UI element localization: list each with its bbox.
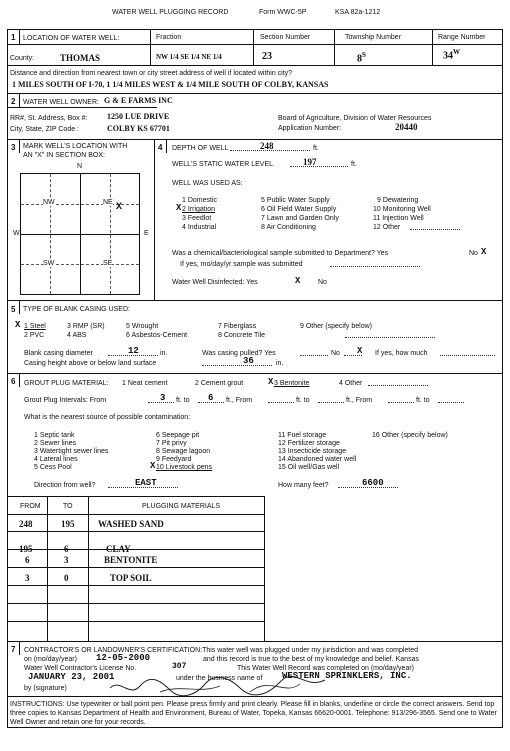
use-option[interactable]: 11 Injection Well (373, 215, 424, 222)
form-number: Form WWC-5P (259, 9, 307, 16)
casing-height-label: Casing height above or below land surface (24, 360, 157, 367)
use-option[interactable]: 4 Industrial (182, 224, 217, 231)
plug-header-materials: PLUGGING MATERIALS (142, 503, 221, 510)
plug-row-to[interactable]: 195 (61, 519, 75, 529)
address-value[interactable]: 1250 LUE DRIVE (107, 112, 170, 121)
casing-height-unit: in. (276, 360, 284, 367)
county-label: County: (10, 55, 35, 62)
chem-sample-no[interactable]: No (469, 250, 478, 257)
fraction-value[interactable]: NW 1/4 SE 1/4 NE 1/4 (156, 53, 222, 61)
section-3-number: 3 (11, 143, 16, 152)
depth-label: DEPTH OF WELL (172, 145, 229, 152)
ksa-reference: KSA 82a-1212 (335, 9, 381, 16)
grout-option[interactable]: 1 Neat cement (122, 380, 168, 387)
contam-source[interactable]: 12 Fertilizer storage (278, 440, 340, 447)
contam-source[interactable]: 6 Seepage pit (156, 432, 200, 439)
contam-source[interactable]: 15 Oil well/Gas well (278, 464, 340, 471)
quadrant-ne: NE (103, 199, 113, 206)
plug-row-material[interactable]: TOP SOIL (110, 573, 152, 583)
interval-from-label-2: ft., From (346, 397, 373, 404)
instructions-text: INSTRUCTIONS: Use typewriter or ball point pen. Please press firmly and print clearly. Please fill in blanks, underline or circle the correct answers. Send top three copies to Kansas Department of Health and Environment, Bureau of Water, Topeka, Kansas 66620-0001. Telephone: 913/296-3565. Send one to Water Well Owner and retain one for your records. (10, 701, 497, 726)
casing-option[interactable]: 7 Fiberglass (218, 323, 257, 330)
record-date[interactable]: JANUARY 23, 2001 (28, 672, 115, 682)
interval-to-label-2: ft. to (296, 397, 310, 404)
chem-sample-mark: X (481, 247, 487, 257)
how-much-label: If yes, how much (375, 350, 428, 357)
plug-header-from: FROM (20, 503, 41, 510)
quadrant-nw: NW (43, 199, 55, 206)
casing-mark: X (15, 320, 21, 330)
use-option[interactable]: 8 Air Conditioning (261, 224, 316, 231)
section-4-number: 4 (158, 143, 163, 152)
compass-w: W (13, 230, 20, 237)
board-label: Board of Agriculture, Division of Water Resources (278, 115, 432, 122)
grout-option[interactable]: 3 Bentonite (274, 380, 310, 387)
diameter-label: Blank casing diameter (24, 350, 93, 357)
section-2-number: 2 (11, 97, 16, 106)
plug-row-to[interactable]: 0 (64, 573, 69, 583)
use-option[interactable]: 1 Domestic (182, 197, 218, 204)
casing-height-value[interactable]: 36 (243, 356, 254, 366)
grout-option[interactable]: 2 Cement grout (195, 380, 244, 387)
interval-from-label: ft., From (226, 397, 253, 404)
intervals-label: Grout Plug Intervals: From (24, 397, 107, 404)
location-label: LOCATION OF WATER WELL: (23, 35, 120, 42)
owner-value[interactable]: G & E FARMS INC (104, 96, 173, 105)
plug-row-to[interactable]: 6 (64, 544, 69, 554)
form-frame (7, 29, 503, 728)
casing-option[interactable]: 6 Asbestos-Cement (126, 332, 188, 339)
grout-material-label: GROUT PLUG MATERIAL: (24, 380, 109, 387)
direction-value[interactable]: EAST (135, 478, 157, 488)
application-number[interactable]: 20440 (395, 122, 418, 132)
quadrant-se: SE (103, 260, 113, 267)
use-option[interactable]: 6 Oil Field Water Supply (261, 206, 337, 213)
address-label: RR#, St. Address, Box #: (10, 115, 88, 122)
business-name[interactable]: WESTERN SPRINKLERS, INC. (282, 671, 412, 681)
certification-line-3b: This Water Well Record was completed on (mo/day/year) (237, 665, 415, 672)
static-level-value[interactable]: 197 (303, 157, 317, 167)
depth-unit: ft. (313, 145, 319, 152)
used-as-label: WELL WAS USED AS: (172, 180, 243, 187)
certification-line-2a: on (mo/day/year) (24, 656, 77, 663)
contam-source[interactable]: 2 Sewer lines (34, 440, 77, 447)
casing-pulled-label: Was casing pulled? Yes (202, 350, 276, 357)
use-option[interactable]: 2 Irrigation (182, 206, 216, 213)
range-label: Range Number (438, 34, 486, 41)
static-level-unit: ft. (351, 161, 357, 168)
contam-source[interactable]: 14 Abandoned water well (278, 456, 357, 463)
township-value[interactable]: $8^S$ (357, 51, 366, 65)
section-7-number: 7 (11, 645, 16, 654)
plug-row-material[interactable]: CLAY (106, 544, 131, 554)
plug-row-from[interactable]: 195 (19, 544, 33, 554)
city-value[interactable]: COLBY KS 67701 (107, 124, 170, 133)
use-option[interactable]: 12 Other (373, 224, 401, 231)
mark-location-label-1: MARK WELL'S LOCATION WITH (23, 143, 128, 150)
casing-type-label: TYPE OF BLANK CASING USED: (23, 306, 130, 313)
diameter-unit: in. (160, 350, 168, 357)
plug-header-to: TO (63, 503, 73, 510)
contam-source[interactable]: 11 Fuel storage (278, 432, 327, 439)
compass-e: E (144, 230, 149, 237)
casing-pulled-no[interactable]: No (331, 350, 340, 357)
contamination-label: What is the nearest source of possible contamination: (24, 414, 191, 421)
contam-source[interactable]: 16 Other (specify below) (372, 432, 448, 439)
disinfected-label: Water Well Disinfected: Yes (172, 279, 258, 286)
contam-source[interactable]: 8 Sewage lagoon (156, 448, 211, 455)
application-label: Application Number: (278, 125, 342, 132)
plug-row-from[interactable]: 6 (25, 555, 30, 565)
certification-line-4a: under the business name of (176, 675, 263, 682)
depth-value[interactable]: 248 (260, 141, 274, 151)
contam-source[interactable]: 9 Feedyard (156, 456, 192, 463)
section-6-number: 6 (11, 377, 16, 386)
plug-row-material[interactable]: WASHED SAND (98, 519, 164, 529)
owner-label: WATER WELL OWNER: (23, 99, 99, 106)
grout-option[interactable]: 4 Other (339, 380, 363, 387)
section-5-number: 5 (11, 305, 16, 314)
casing-option[interactable]: 1 Steel (24, 323, 46, 330)
use-option[interactable]: 3 Feedlot (182, 215, 212, 222)
distance-value[interactable]: 1 MILES SOUTH OF I-70, 1 1/4 MILES WEST & 1/4 MILE SOUTH OF COLBY, KANSAS (12, 80, 329, 89)
certification-line-3a: Water Well Contractor's License No. (24, 665, 137, 672)
how-many-feet-label: How many feet? (278, 482, 329, 489)
use-option[interactable]: 5 Public Water Supply (261, 197, 330, 204)
contam-source[interactable]: 13 Insecticide storage (278, 448, 347, 455)
section-number-value[interactable]: 23 (262, 51, 272, 62)
contam-source[interactable]: 3 Watertight sewer lines (34, 448, 109, 455)
city-label: City, State, ZIP Code : (10, 126, 79, 133)
section-number-label: Section Number (260, 34, 311, 41)
chem-sample-date-label: If yes, mo/day/yr sample was submitted (180, 261, 303, 268)
interval-to-label-3: ft. to (416, 397, 430, 404)
casing-option[interactable]: 5 Wrought (126, 323, 159, 330)
use-checkmark: X (176, 203, 182, 213)
casing-option[interactable]: 3 RMP (SR) (67, 323, 105, 330)
contam-source[interactable]: 4 Lateral lines (34, 456, 78, 463)
interval-to-1[interactable]: 6 (208, 393, 214, 403)
direction-label: Direction from well? (34, 482, 96, 489)
plug-row-from[interactable]: 248 (19, 519, 33, 529)
form-title: WATER WELL PLUGGING RECORD (112, 9, 229, 16)
license-number[interactable]: 307 (172, 662, 187, 671)
static-level-label: WELL'S STATIC WATER LEVEL (172, 161, 274, 168)
interval-to-label: ft. to (176, 397, 190, 404)
use-option[interactable]: 7 Lawn and Garden Only (261, 215, 339, 222)
mark-location-label-2: AN "X" IN SECTION BOX: (23, 152, 105, 159)
certification-line-2b: and this record is true to the best of my knowledge and belief. Kansas (203, 656, 419, 663)
use-option[interactable]: 10 Monitoring Well (373, 206, 431, 213)
county-value[interactable]: THOMAS (60, 53, 101, 63)
how-many-feet-value[interactable]: 6600 (362, 478, 384, 488)
contam-source[interactable]: 7 Pit privy (156, 440, 187, 447)
compass-n: N (77, 163, 83, 170)
casing-option[interactable]: 8 Concrete Tile (218, 332, 266, 339)
township-label: Township Number (345, 34, 402, 41)
contam-source[interactable]: 10 Livestock pens (156, 464, 213, 471)
disinfected-mark: X (295, 276, 301, 286)
chem-sample-question: Was a chemical/bacteriological sample submitted to Department? Yes (172, 250, 389, 257)
plug-row-from[interactable]: 3 (25, 573, 30, 583)
certification-line-1: CONTRACTOR'S OR LANDOWNER'S CERTIFICATION:This water well was plugged under my jurisdiction and was completed (24, 647, 419, 654)
plug-row-material[interactable]: BENTONITE (104, 555, 158, 565)
signature-label: by (signature) (24, 685, 67, 692)
contam-source[interactable]: 5 Cess Pool (34, 464, 72, 471)
plug-row-to[interactable]: 3 (64, 555, 69, 565)
casing-pulled-mark: X (357, 346, 363, 356)
casing-option[interactable]: 4 ABS (67, 332, 87, 339)
diameter-value[interactable]: 12 (128, 346, 139, 356)
use-option[interactable]: 9 Dewatering (377, 197, 419, 204)
fraction-label: Fraction (156, 34, 182, 41)
casing-option[interactable]: 9 Other (specify below) (300, 323, 372, 330)
disinfected-no[interactable]: No (318, 279, 327, 286)
contam-source[interactable]: 1 Septic tank (34, 432, 75, 439)
contam-mark: X (150, 461, 156, 471)
interval-from-1[interactable]: 3 (160, 393, 166, 403)
section-location-grid[interactable] (20, 173, 140, 295)
well-location-mark: X (116, 202, 123, 213)
section-1-number: 1 (11, 33, 16, 42)
completion-date[interactable]: 12-05-2000 (96, 653, 151, 663)
casing-option[interactable]: 2 PVC (24, 332, 45, 339)
distance-label: Distance and direction from nearest town or city street address of well if located within city? (10, 70, 293, 77)
quadrant-sw: SW (43, 260, 55, 267)
range-value[interactable]: $34^W$ (443, 48, 460, 62)
grout-mark: X (268, 377, 274, 387)
